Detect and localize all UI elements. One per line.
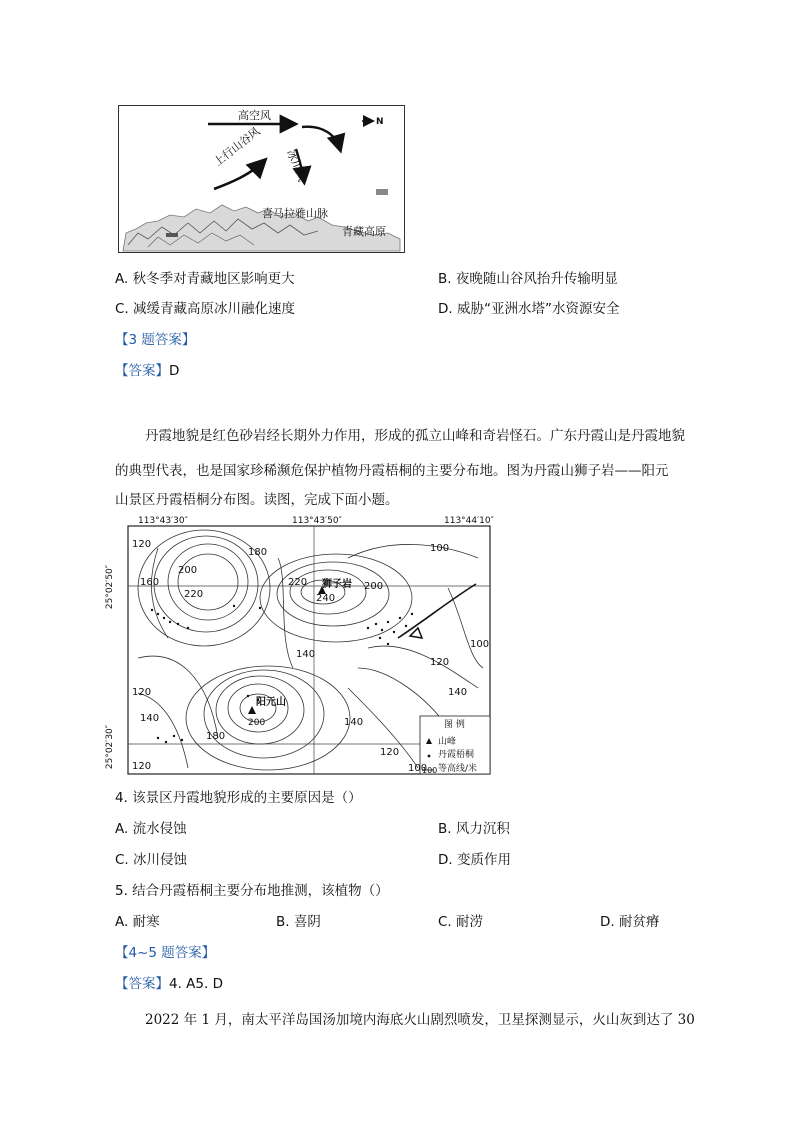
passage-line-2: 的典型代表，也是国家珍稀濒危保护植物丹霞梧桐的主要分布地。图为丹霞山狮子岩——阳元: [115, 463, 669, 479]
q3-answer-header: 【3 题答案】: [115, 332, 196, 348]
q45-answer-header: 【4~5 题答案】: [115, 945, 216, 961]
q3-option-b: [438, 270, 618, 288]
label-upper-wind: 高空风: [238, 109, 271, 122]
option-text: 耐贫瘠: [618, 914, 660, 930]
option-key: B.: [276, 914, 290, 930]
option-text: 喜阴: [293, 914, 321, 930]
contour-label: 120: [132, 687, 152, 698]
lon-label-1: 113°43′30″: [138, 516, 188, 526]
contour-label: 160: [140, 577, 160, 588]
legend-contour: 等高线/米: [438, 764, 478, 774]
contour-label: 220: [288, 577, 308, 588]
q5-stem: 5. 结合丹霞梧桐主要分布地推测，该植物（）: [115, 883, 389, 899]
contour-label: 180: [206, 731, 226, 742]
contour-label: 120: [430, 657, 450, 668]
contour-label: 100: [408, 763, 428, 774]
q3-option-d: [438, 300, 619, 318]
q3-answer: [115, 362, 179, 380]
contour-label: 140: [344, 717, 364, 728]
answer-label: 【答案】: [115, 976, 169, 992]
answer-label: 【答案】: [115, 363, 169, 379]
contour-label: 200: [178, 565, 198, 576]
option-key: A.: [115, 821, 129, 837]
label-valley-wind: 上行山谷风: [211, 124, 263, 169]
option-key: B.: [438, 271, 452, 287]
contour-label: 180: [248, 547, 268, 558]
contour-label: 240: [316, 593, 336, 604]
answer-value: D: [169, 363, 180, 379]
option-text: 威胁“亚洲水塔”水资源安全: [456, 301, 620, 317]
option-text: 耐寒: [132, 914, 160, 930]
option-key: A.: [115, 271, 129, 287]
contour-label: 120: [132, 539, 152, 550]
q5-option-c: [438, 913, 483, 931]
passage-line-1: 丹霞地貌是红色砂岩经长期外力作用，形成的孤立山峰和奇岩怪石。广东丹霞山是丹霞地貌: [145, 428, 685, 444]
option-text: 流水侵蚀: [132, 821, 187, 837]
option-key: C.: [115, 301, 129, 317]
contour-label: 140: [448, 687, 468, 698]
legend-peak: 山峰: [438, 737, 457, 747]
contour-label: 200: [248, 718, 266, 728]
q45-answer: [115, 975, 223, 993]
contour-label: 140: [140, 713, 160, 724]
option-text: 耐涝: [456, 914, 484, 930]
answer-value: 4. A5. D: [169, 976, 223, 992]
option-text: 变质作用: [456, 852, 511, 868]
label-himalaya: 喜马拉雅山脉: [262, 207, 328, 220]
contour-label: 120: [380, 747, 400, 758]
label-north: N: [376, 117, 384, 127]
place-shizi-rock: 狮子岩: [322, 579, 352, 590]
passage-line-3: 山景区丹霞梧桐分布图。读图，完成下面小题。: [115, 492, 399, 508]
contour-label: 120: [132, 761, 152, 772]
contour-label: 200: [364, 581, 384, 592]
option-text: 减缓青藏高原冰川融化速度: [133, 301, 296, 317]
option-key: C.: [115, 852, 129, 868]
q4-option-a: [115, 820, 187, 838]
q5-option-d: [600, 913, 659, 931]
contour-label: 100: [470, 639, 490, 650]
wind-figure: [118, 105, 405, 253]
q3-option-c: [115, 300, 295, 318]
legend-sample-value: 100: [422, 766, 438, 775]
q5-option-b: [276, 913, 321, 931]
q4-option-b: [438, 820, 510, 838]
option-key: D.: [600, 914, 615, 930]
q5-option-a: [115, 913, 160, 931]
option-text: 风力沉积: [455, 821, 510, 837]
place-yangyuan-mountain: 阳元山: [256, 697, 286, 708]
q4-option-d: [438, 851, 511, 869]
q3-option-a: [115, 270, 295, 288]
lat-label-2: 25°02′30″: [105, 724, 116, 770]
lon-label-2: 113°43′50″: [292, 516, 342, 526]
q4-stem: 4. 该景区丹霞地貌形成的主要原因是（）: [115, 790, 362, 806]
option-key: A.: [115, 914, 129, 930]
q4-option-c: [115, 851, 187, 869]
option-key: D.: [438, 852, 453, 868]
legend-plant: 丹霞梧桐: [438, 750, 475, 760]
contour-label: 100: [430, 543, 450, 554]
option-text: 夜晚随山谷风抬升传输明显: [455, 271, 618, 287]
lat-label-1: 25°02′50″: [105, 564, 116, 610]
option-text: 秋冬季对青藏地区影响更大: [132, 271, 295, 287]
next-passage-line: 2022 年 1 月，南太平洋岛国汤加境内海底火山剧烈喷发，卫星探测显示，火山灰到达了 30: [145, 1012, 695, 1028]
lon-label-3: 113°44′10″: [444, 516, 494, 526]
label-plateau: 青藏高原: [342, 225, 386, 238]
option-key: D.: [438, 301, 453, 317]
label-glacier-wind: 冰川风: [284, 147, 309, 184]
option-text: 冰川侵蚀: [133, 852, 188, 868]
topographic-map: [105, 516, 498, 778]
legend-title: 图 例: [444, 720, 465, 730]
contour-label: 140: [296, 649, 316, 660]
option-key: C.: [438, 914, 452, 930]
option-key: B.: [438, 821, 452, 837]
contour-label: 220: [184, 589, 204, 600]
